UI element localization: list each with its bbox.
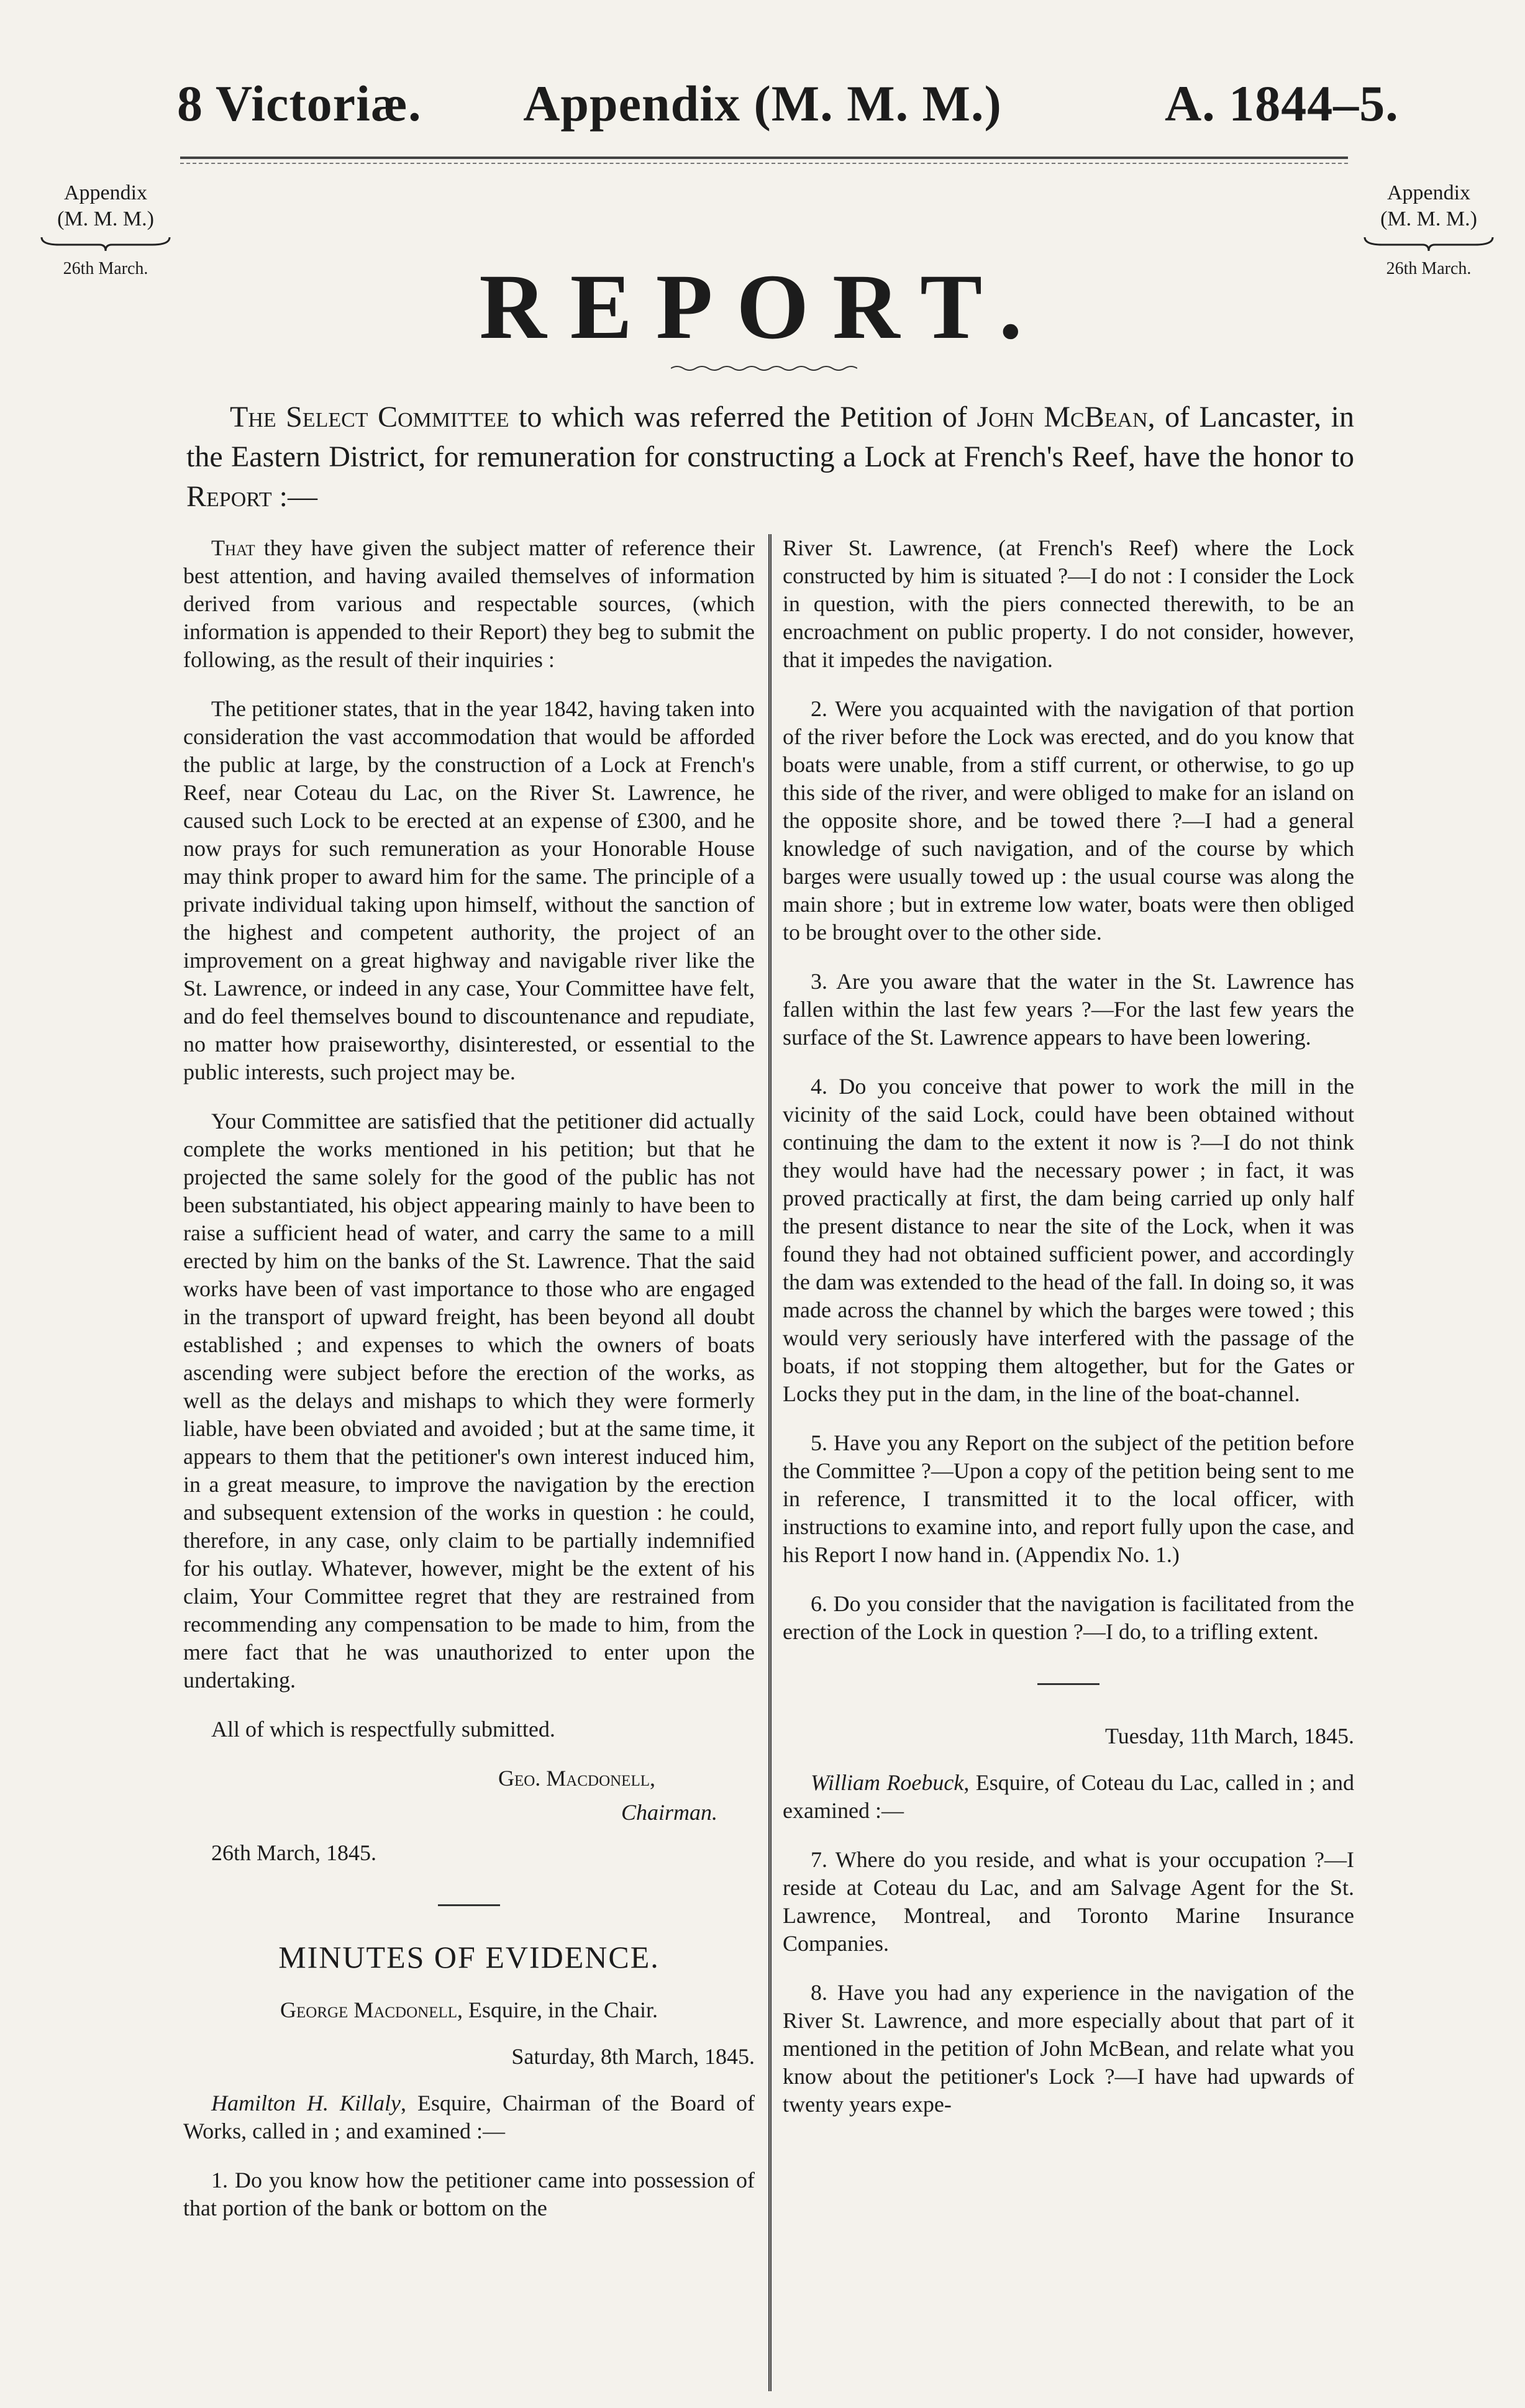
question-8: 8. Have you had any experience in the navigation of the River St. Lawrence, and more especially about that part of it mentioned in the petition of John McBean, and relate what you know about the petitioner's Lock ?—I have had upwards of twenty years expe- bbox=[783, 1980, 1354, 2117]
witness-intro-2 bbox=[783, 1769, 1354, 1825]
intro-text-3: :— bbox=[271, 480, 317, 513]
witness-name-1: Hamilton H. Killaly bbox=[211, 2091, 401, 2115]
session-date-text-1: , 8th March, 1845. bbox=[590, 2044, 755, 2069]
question-5: 5. Have you any Report on the subject of the petition before the Committee ?—Upon a copy of the petition being sent to me in reference, I transmitted it to the local officer, with instructions to examine into, and report fully upon the case, and his Report I now hand in. (Appendix No. 1.) bbox=[783, 1430, 1354, 1567]
paragraph-submitted: All of which is respectfully submitted. bbox=[211, 1717, 555, 1742]
header-rule bbox=[180, 157, 1348, 159]
header-rule-dashed bbox=[180, 163, 1348, 164]
margin-note-right-line1: Appendix bbox=[1386, 181, 1471, 204]
answer-1-continued: River St. Lawrence, (at French's Reef) where the Lock constructed by him is situated ?—I do not : I consider the Lock in question, with the piers connected therewith, to be an encroachment on public property. I do not consider, however, that it impedes the navigation. bbox=[783, 535, 1354, 672]
intro-report: Report bbox=[186, 480, 272, 513]
intro-text-1: to which was referred the Petition of bbox=[509, 401, 977, 434]
paragraph-findings bbox=[183, 534, 755, 674]
margin-note-left-line1: Appendix bbox=[63, 181, 148, 204]
witness-text-2: , Esquire, of Coteau du Lac, called in ; and examined :— bbox=[783, 1770, 1355, 1823]
session-date-text-2: , 11th March, 1845. bbox=[1178, 1724, 1354, 1748]
report-date: 26th March, 1845. bbox=[211, 1840, 376, 1865]
question-7: 7. Where do you reside, and what is your occupation ?—I reside at Coteau du Lac, and am Salvage Agent for the St. Lawrence, Montreal, and Toronto Marine Insurance Companies. bbox=[783, 1847, 1354, 1956]
left-column bbox=[183, 534, 755, 2243]
session-date-2 bbox=[783, 1722, 1354, 1750]
question-6: 6. Do you consider that the navigation is facilitated from the erection of the Lock in question ?—I do, to a trifling extent. bbox=[783, 1591, 1354, 1644]
witness-text-1: , Esquire, Chairman of the Board of Works, called in ; and examined :— bbox=[183, 2091, 755, 2143]
header-session: 8 Victoriæ. bbox=[177, 75, 422, 132]
right-column bbox=[783, 534, 1354, 2140]
question-2: 2. Were you acquainted with the navigation of that portion of the river before the Lock was erected, and do you know that boats were unable, from a stiff current, or otherwise, to go up this side of the river, and were obliged to make for an island on the opposite shore, and be towed there ?—I had a general knowledge of such navigation, and of the course by which barges were usually towed up : the usual course was along the main shore ; but in extreme low water, boats were then obliged to be brought over to the other side. bbox=[783, 696, 1354, 945]
paragraph-text: they have given the subject matter of reference their best attention, and having availed themselves of information derived from various and respectable sources, (which information is appended to their Report) they beg to submit the following, as the result of their inquiries : bbox=[183, 535, 755, 672]
header-appendix: Appendix (M. M. M.) bbox=[523, 75, 1002, 132]
session-day-2: Tuesday bbox=[1105, 1724, 1179, 1748]
minutes-title: MINUTES OF EVIDENCE. bbox=[278, 1940, 660, 1974]
margin-note-right-line2: (M. M. M.) bbox=[1380, 207, 1477, 230]
intro-petitioner: John McBean bbox=[976, 401, 1148, 434]
witness-intro-1 bbox=[183, 2089, 755, 2145]
chair-name: George Macdonell bbox=[280, 1997, 458, 2022]
question-3: 3. Are you aware that the water in the St. Lawrence has fallen within the last few years ?—For the last few years the surface of the St. Lawrence appears to have been lowering. bbox=[783, 969, 1354, 1050]
column-divider bbox=[768, 534, 772, 2391]
chair-line bbox=[183, 1996, 755, 2024]
margin-note-right-date: 26th March. bbox=[1386, 259, 1472, 278]
brace-icon bbox=[40, 235, 171, 252]
signature-name: Geo. Macdonell, bbox=[498, 1766, 655, 1791]
session-day-1: Saturday bbox=[511, 2044, 590, 2069]
paragraph-petition: The petitioner states, that in the year 1842, having taken into consideration the vast accommodation that would be afforded the public at large, by the construction of a Lock at French's Reef, near Coteau du Lac, on the River St. Lawrence, he caused such Lock to be erected at an expense of £300, and he now prays for such remuneration as your Honorable House may think proper to award him for the same. The principle of a private individual taking upon himself, without the sanction of the highest and competent authority, the project of an improvement on a great highway and navigable river like the St. Lawrence, or indeed in any case, Your Committee have felt, and do feel themselves bound to discountenance and repudiate, no matter how praiseworthy, disinterested, or essential to the public interests, such project may be. bbox=[183, 696, 755, 1084]
intro-text-2: , of Lancaster, in the Eastern District, for remuneration for constructing a Lock at French's Reef, have the honor to bbox=[186, 401, 1354, 473]
paragraph-lead: That bbox=[211, 535, 255, 560]
signature-title: Chairman. bbox=[621, 1800, 717, 1825]
header-year: A. 1844–5. bbox=[1165, 75, 1399, 132]
question-1: 1. Do you know how the petitioner came into possession of that portion of the bank or bottom on the bbox=[183, 2168, 755, 2220]
session-date-1 bbox=[183, 2043, 755, 2071]
report-intro bbox=[186, 398, 1354, 517]
paragraph-committee-opinion: Your Committee are satisfied that the petitioner did actually complete the works mentioned in his petition; but that he projected the same solely for the good of the public has not been substantiated, his object appearing mainly to have been to raise a sufficient head of water, and carry the same to a mill erected by him on the banks of the St. Lawrence. That the said works have been of vast importance to those who are engaged in the transport of upward freight, has been beyond all doubt established ; and expenses to which the owners of boats ascending were subject before the erection of the works, as well as the delays and mishaps to which they were formerly liable, have been obviated and avoided ; but at the same time, it appears to them that the petitioner's own interest induced him, in a great measure, to improve the navigation by the erection and subsequent extension of the works in question : he could, therefore, in any case, only claim to be partially indemnified for his outlay. Whatever, however, might be the extent of his claim, Your Committee regret that they are restrained from recommending any compensation to be made to him, from the mere fact that he was unauthorized to enter upon the undertaking. bbox=[183, 1109, 755, 1692]
chair-text: , Esquire, in the Chair. bbox=[457, 1997, 658, 2022]
margin-note-left-date: 26th March. bbox=[63, 259, 148, 278]
intro-committee: The Select Committee bbox=[230, 401, 509, 434]
title-ornament-icon bbox=[671, 363, 857, 373]
report-title: REPORT. bbox=[479, 255, 1046, 358]
witness-name-2: William Roebuck bbox=[811, 1770, 964, 1795]
margin-note-left-line2: (M. M. M.) bbox=[57, 207, 154, 230]
question-4: 4. Do you conceive that power to work the mill in the vicinity of the said Lock, could have been obtained without continuing the dam to the extent it now is ?—I do not think they would have had the necessary power ; in fact, it was proved practically at first, the dam being carried up only half the present distance to near the site of the Lock, when it was found they had not obtained sufficient power, and accordingly the dam was extended to the head of the fall. In doing so, it was made across the channel by which the barges were towed ; this would very seriously have interfered with the passage of the boats, if not stopping them altogether, but for the Gates or Locks they put in the dam, in the line of the boat-channel. bbox=[783, 1074, 1354, 1406]
section-rule bbox=[438, 1904, 500, 1906]
section-rule bbox=[1037, 1683, 1099, 1685]
brace-icon bbox=[1363, 235, 1494, 252]
